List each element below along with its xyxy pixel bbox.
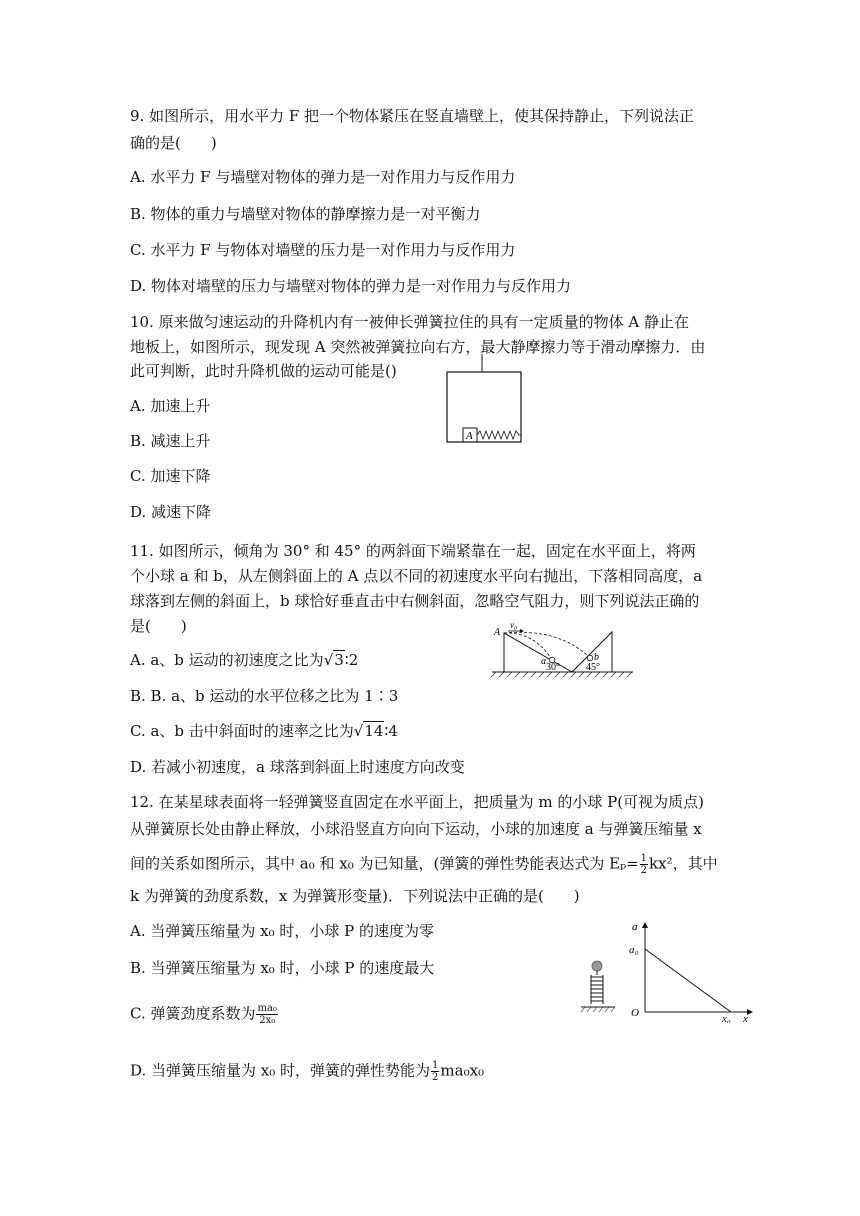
q10-stem-line1: 10. 原来做匀速运动的升降机内有一被伸长弹簧拉住的具有一定质量的物体 A 静止在 <box>130 313 689 331</box>
q11-stem-line2: 个小球 a 和 b，从左侧斜面上的 A 点以不同的初速度水平向右抛出，下落相同高度，a <box>130 567 703 585</box>
q12-stem-line3-text: 间的关系如图所示，其中 a₀ 和 x₀ 为已知量，(弹簧的弹性势能表达式为 Eₚ= <box>130 854 639 873</box>
q11-option-c-radicand: 14 <box>364 722 384 740</box>
k-fraction <box>256 1003 277 1026</box>
q10-option-d: D. 减速下降 <box>130 503 212 521</box>
q10-option-c: C. 加速下降 <box>130 467 211 485</box>
q12-option-a: A. 当弹簧压缩量为 x₀ 时，小球 P 的速度为零 <box>130 922 435 940</box>
q11-option-c-text: C. a、b 击中斜面时的速率之比为 <box>130 722 354 740</box>
q10-stem-line2: 地板上，如图所示，现发现 A 突然被弹簧拉向右方，最大静摩擦力等于滑动摩擦力．由 <box>130 338 706 356</box>
fraction-denominator: 2 <box>640 865 648 876</box>
angle-45-label: 45° <box>586 662 600 673</box>
elevator-figure <box>440 352 530 447</box>
q12-option-c <box>130 1003 279 1026</box>
q11-option-a <box>130 650 358 670</box>
q12-stem-line4: k 为弹簧的劲度系数，x 为弹簧形变量)．下列说法中正确的是( ) <box>130 887 580 905</box>
q11-option-a-text: A. a、b 运动的初速度之比为 <box>130 651 324 669</box>
ball-b-label: b <box>594 652 599 663</box>
q12-option-d-text: D. 当弹簧压缩量为 x₀ 时，弹簧的弹性势能为 <box>130 1061 431 1080</box>
inclines-figure <box>490 618 635 680</box>
q11-option-a-radicand: 3 <box>334 651 344 669</box>
a-vs-x-line <box>645 949 731 1012</box>
q11-option-d: D. 若减小初速度，a 球落到斜面上时速度方向改变 <box>130 758 465 776</box>
ball-a-label: a <box>541 656 546 667</box>
half-fraction <box>640 853 648 876</box>
q9-stem-line1: 9. 如图所示，用水平力 F 把一个物体紧压在竖直墙壁上，使其保持静止，下列说法正 <box>130 107 695 125</box>
fraction-numerator: 1 <box>432 1060 439 1071</box>
q11-option-c <box>130 721 398 741</box>
q11-stem-line1: 11. 如图所示，倾角为 30° 和 45° 的两斜面下端紧靠在一起，固定在水平面上，将两 <box>130 542 696 560</box>
q9-option-b: B. 物体的重力与墙壁对物体的静摩擦力是一对平衡力 <box>130 205 481 223</box>
q9-option-d: D. 物体对墙壁的压力与墙壁对物体的弹力是一对作用力与反作用力 <box>130 277 572 295</box>
q11-stem-line3: 球落到左侧的斜面上，b 球恰好垂直击中右侧斜面，忽略空气阻力，则下列说法正确的 <box>130 592 700 610</box>
q11-option-c-ratio: ∶4 <box>384 722 398 740</box>
axis-x-label: x <box>743 1013 748 1023</box>
x0-label: x₀ <box>722 1013 731 1023</box>
sqrt-sign: √ <box>323 651 334 669</box>
sqrt-sign: √ <box>353 722 364 740</box>
a-x-graph <box>625 918 755 1023</box>
q10-option-a: A. 加速上升 <box>130 397 211 415</box>
q10-stem-line3: 此可判断，此时升降机做的运动可能是() <box>130 362 397 380</box>
block-a-label: A <box>466 430 473 442</box>
v0-label: v₀ <box>510 620 518 630</box>
q10-option-b: B. 减速上升 <box>130 432 211 450</box>
q12-option-c-text: C. 弹簧劲度系数为 <box>130 1004 256 1023</box>
fraction-denominator: 2x₀ <box>259 1015 276 1026</box>
fraction-numerator: 1 <box>640 853 648 864</box>
fraction-denominator: 2 <box>432 1072 439 1083</box>
q12-option-d <box>130 1060 484 1083</box>
fraction-numerator: ma₀ <box>257 1003 277 1014</box>
q11-stem-line4: 是( ) <box>130 617 187 635</box>
origin-label: O <box>631 1007 639 1019</box>
q12-stem-line1: 12. 在某星球表面将一轻弹簧竖直固定在水平面上，把质量为 m 的小球 P(可视为质点) <box>130 793 704 811</box>
q12-option-b: B. 当弹簧压缩量为 x₀ 时，小球 P 的速度最大 <box>130 959 435 977</box>
point-a-label: A <box>494 627 501 638</box>
q11-option-b: B. B. a、b 运动的水平位移之比为 1∶3 <box>130 687 399 705</box>
a0-label: a₀ <box>629 944 639 956</box>
q12-stem-line3-tail: kx²，其中 <box>649 854 718 873</box>
q9-option-a: A. 水平力 F 与墙壁对物体的弹力是一对作用力与反作用力 <box>130 168 516 186</box>
q12-stem-line3 <box>130 853 718 876</box>
q9-option-c: C. 水平力 F 与物体对墙壁的压力是一对作用力与反作用力 <box>130 241 516 259</box>
angle-30-label: 30° <box>546 662 560 673</box>
q9-stem-line2: 确的是( ) <box>130 134 217 152</box>
axis-a-label: a <box>632 921 638 933</box>
half-fraction <box>431 1060 439 1083</box>
spring-ball-figure <box>575 955 625 1020</box>
q11-option-a-ratio: ∶2 <box>344 651 359 669</box>
q12-stem-line2: 从弹簧原长处由静止释放，小球沿竖直方向向下运动，小球的加速度 a 与弹簧压缩量 x <box>130 820 702 838</box>
q12-option-d-tail: ma₀x₀ <box>440 1061 485 1080</box>
